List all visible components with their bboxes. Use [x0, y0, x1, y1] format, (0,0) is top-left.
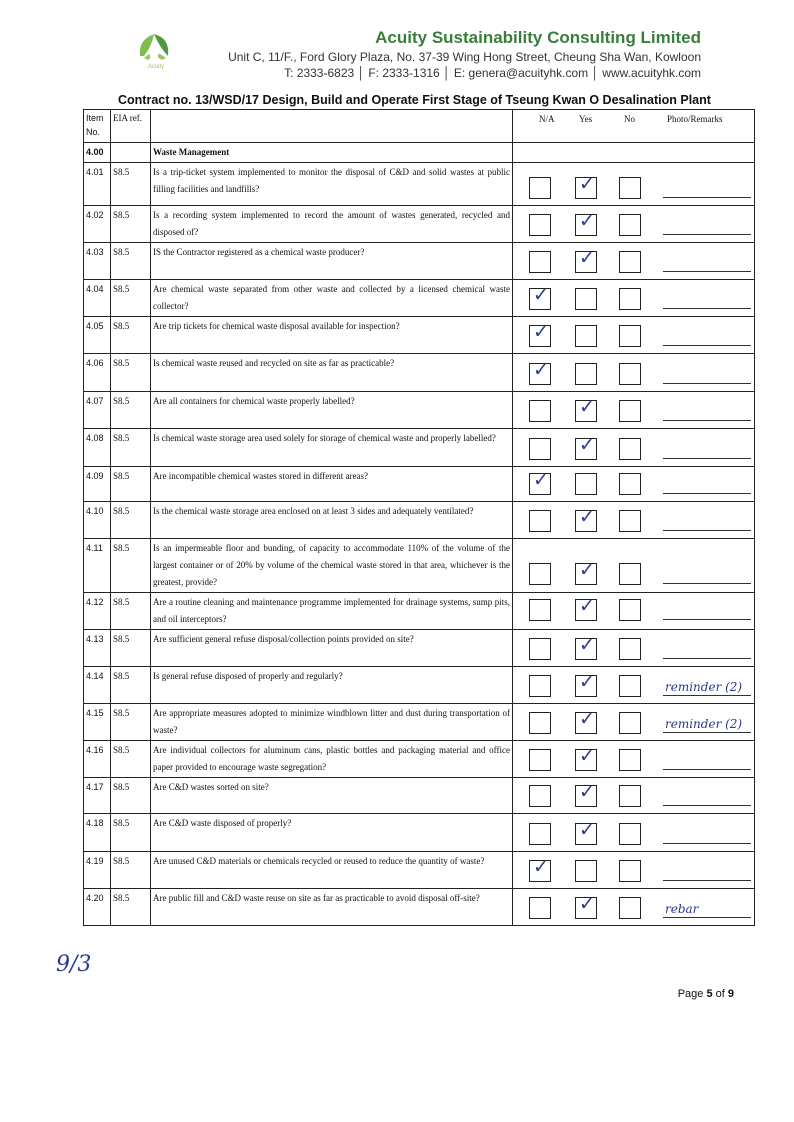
checkbox-no[interactable]: [619, 897, 641, 919]
col-na: N/A: [539, 114, 555, 124]
checklist-row: [84, 778, 755, 814]
section-no: 4.00: [84, 143, 111, 163]
letterhead: [0, 0, 794, 96]
section-row: [84, 143, 755, 163]
remarks-line: [663, 197, 751, 198]
item-no: 4.11: [84, 539, 111, 593]
item-no: 4.07: [84, 392, 111, 429]
item-no: 4.09: [84, 467, 111, 502]
check-mark-icon: ✓: [579, 745, 595, 767]
item-description: Is chemical waste storage area used solely for storage of chemical waste and properly labelled?: [151, 429, 513, 467]
page-prefix: Page: [677, 988, 707, 1000]
section-title: Waste Management: [151, 143, 513, 163]
eia-ref: S8.5: [111, 243, 151, 280]
logo-text: Acuity: [147, 64, 165, 70]
eia-ref: S8.5: [111, 814, 151, 852]
handwritten-date: 9/3: [56, 952, 92, 977]
remarks-line: [663, 383, 751, 384]
checkbox-na[interactable]: [529, 251, 551, 273]
checkbox-na[interactable]: [529, 438, 551, 460]
item-description: IS the Contractor registered as a chemical waste producer?: [151, 243, 513, 280]
remarks-line: [663, 234, 751, 235]
item-description: Are sufficient general refuse disposal/collection points provided on site?: [151, 630, 513, 667]
response-cell: [513, 429, 755, 467]
item-description: Are individual collectors for aluminum cans, plastic bottles and packaging material and office paper provided to encourage waste segregation?: [151, 741, 513, 778]
checklist-row: [84, 852, 755, 889]
checkbox-no[interactable]: [619, 363, 641, 385]
eia-ref: S8.5: [111, 667, 151, 704]
check-mark-icon: ✓: [579, 173, 595, 195]
item-no: 4.08: [84, 429, 111, 467]
checkbox-yes[interactable]: [575, 363, 597, 385]
checkbox-no[interactable]: [619, 675, 641, 697]
item-description: Are public fill and C&D waste reuse on site as far as practicable to avoid disposal off-site?: [151, 889, 513, 926]
col-description: [151, 110, 513, 143]
eia-ref: S8.5: [111, 280, 151, 317]
checklist-row: [84, 429, 755, 467]
item-description: Are incompatible chemical wastes stored in different areas?: [151, 467, 513, 502]
response-cell: [513, 741, 755, 778]
item-no: 4.13: [84, 630, 111, 667]
checklist-row: [84, 163, 755, 206]
checklist-row: [84, 889, 755, 926]
item-no: 4.04: [84, 280, 111, 317]
item-no: 4.03: [84, 243, 111, 280]
checklist-table: [83, 109, 755, 926]
checkbox-na[interactable]: [529, 599, 551, 621]
item-no: 4.01: [84, 163, 111, 206]
response-cell: [513, 280, 755, 317]
item-description: Is general refuse disposed of properly and regularly?: [151, 667, 513, 704]
checklist-row: [84, 280, 755, 317]
checkbox-na[interactable]: [529, 510, 551, 532]
handwritten-remark: reminder (2): [665, 717, 743, 731]
item-no: 4.17: [84, 778, 111, 814]
remarks-line: [663, 420, 751, 421]
eia-ref: S8.5: [111, 593, 151, 630]
checkbox-na[interactable]: [529, 400, 551, 422]
response-cell: [513, 317, 755, 354]
checkbox-no[interactable]: [619, 712, 641, 734]
checklist-row: [84, 667, 755, 704]
checklist-row: [84, 392, 755, 429]
item-description: Are trip tickets for chemical waste disposal available for inspection?: [151, 317, 513, 354]
check-mark-icon: ✓: [579, 595, 595, 617]
company-name: Acuity Sustainability Consulting Limited: [375, 28, 701, 47]
eia-ref: S8.5: [111, 467, 151, 502]
item-no: 4.02: [84, 206, 111, 243]
checkbox-na[interactable]: [529, 638, 551, 660]
response-cell: [513, 889, 755, 926]
response-cell: [513, 778, 755, 814]
eia-ref: S8.5: [111, 778, 151, 814]
item-description: Are all containers for chemical waste properly labelled?: [151, 392, 513, 429]
response-cell: [513, 163, 755, 206]
item-description: Is an impermeable floor and bunding, of capacity to accommodate 110% of the volume of the largest container or of 20% by volume of the chemical waste stored in that area, whichever is the greatest, provide?: [151, 539, 513, 593]
checkbox-na[interactable]: [529, 897, 551, 919]
checkbox-na[interactable]: [529, 563, 551, 585]
checkbox-no[interactable]: [619, 749, 641, 771]
eia-ref: S8.5: [111, 539, 151, 593]
eia-ref: S8.5: [111, 889, 151, 926]
item-no: 4.06: [84, 354, 111, 392]
handwritten-remark: reminder (2): [665, 680, 743, 694]
checkbox-na[interactable]: [529, 749, 551, 771]
checkbox-yes[interactable]: [575, 288, 597, 310]
eia-ref: S8.5: [111, 852, 151, 889]
checkbox-na[interactable]: [529, 823, 551, 845]
response-cell: [513, 852, 755, 889]
item-description: Is a trip-ticket system implemented to monitor the disposal of C&D and solid wastes at public filling facilities and landfills?: [151, 163, 513, 206]
page-middle: of: [712, 988, 728, 1000]
page-number: [678, 988, 734, 1000]
section-boxes: [513, 143, 755, 163]
company-address: Unit C, 11/F., Ford Glory Plaza, No. 37-39 Wing Hong Street, Cheung Sha Wan, Kowloon: [228, 50, 701, 64]
remarks-line: [663, 530, 751, 531]
checklist-row: [84, 630, 755, 667]
remarks-line: [663, 880, 751, 881]
eia-ref: S8.5: [111, 206, 151, 243]
checkbox-no[interactable]: [619, 177, 641, 199]
checklist-row: [84, 539, 755, 593]
checkbox-no[interactable]: [619, 510, 641, 532]
item-description: Is chemical waste reused and recycled on site as far as practicable?: [151, 354, 513, 392]
check-mark-icon: ✓: [579, 210, 595, 232]
checkbox-na[interactable]: [529, 675, 551, 697]
remarks-line: [663, 805, 751, 806]
response-cell: [513, 392, 755, 429]
remarks-line: [663, 769, 751, 770]
checkbox-no[interactable]: [619, 563, 641, 585]
item-description: Is the chemical waste storage area enclosed on at least 3 sides and adequately ventilated?: [151, 502, 513, 539]
remarks-line: [663, 308, 751, 309]
item-no: 4.05: [84, 317, 111, 354]
col-responses: [513, 110, 755, 143]
item-no: 4.19: [84, 852, 111, 889]
check-mark-icon: ✓: [579, 506, 595, 528]
checkbox-no[interactable]: [619, 325, 641, 347]
eia-ref: S8.5: [111, 741, 151, 778]
check-mark-icon: ✓: [579, 781, 595, 803]
check-mark-icon: ✓: [579, 708, 595, 730]
checkbox-no[interactable]: [619, 785, 641, 807]
col-yes: Yes: [579, 114, 593, 124]
section-eia: [111, 143, 151, 163]
check-mark-icon: ✓: [579, 559, 595, 581]
response-cell: [513, 502, 755, 539]
checkbox-yes[interactable]: [575, 473, 597, 495]
item-no: 4.12: [84, 593, 111, 630]
checkbox-yes[interactable]: [575, 860, 597, 882]
checkbox-no[interactable]: [619, 599, 641, 621]
eia-ref: S8.5: [111, 502, 151, 539]
checklist-row: [84, 317, 755, 354]
eia-ref: S8.5: [111, 163, 151, 206]
checklist-row: [84, 467, 755, 502]
remarks-line: [663, 843, 751, 844]
response-cell: [513, 630, 755, 667]
col-remarks: Photo/Remarks: [667, 114, 723, 124]
item-no: 4.18: [84, 814, 111, 852]
remarks-line: [663, 583, 751, 584]
checkbox-no[interactable]: [619, 473, 641, 495]
response-cell: [513, 539, 755, 593]
item-description: Are C&D wastes sorted on site?: [151, 778, 513, 814]
col-item-no: Item No.: [84, 110, 111, 143]
company-contact: T: 2333-6823 │ F: 2333-1316 │ E: genera@acuityhk.com │ www.acuityhk.com: [284, 66, 701, 80]
item-description: Are chemical waste separated from other waste and collected by a licensed chemical waste collector?: [151, 280, 513, 317]
handwritten-remark: rebar: [665, 902, 699, 916]
item-description: Is a recording system implemented to record the amount of wastes generated, recycled and disposed of?: [151, 206, 513, 243]
checkbox-na[interactable]: [529, 214, 551, 236]
response-cell: [513, 593, 755, 630]
response-cell: [513, 704, 755, 741]
response-cell: [513, 667, 755, 704]
checklist-row: [84, 593, 755, 630]
checkbox-no[interactable]: [619, 251, 641, 273]
response-cell: [513, 814, 755, 852]
col-no: No: [624, 114, 635, 124]
response-cell: [513, 467, 755, 502]
checklist-row: [84, 704, 755, 741]
eia-ref: S8.5: [111, 429, 151, 467]
remarks-line: [663, 271, 751, 272]
remarks-line: [663, 658, 751, 659]
remarks-line: [663, 458, 751, 459]
checkbox-no[interactable]: [619, 214, 641, 236]
checkbox-na[interactable]: [529, 177, 551, 199]
item-no: 4.10: [84, 502, 111, 539]
header-row: [84, 110, 755, 143]
check-mark-icon: ✓: [579, 819, 595, 841]
checklist-row: [84, 243, 755, 280]
checkbox-no[interactable]: [619, 823, 641, 845]
eia-ref: S8.5: [111, 704, 151, 741]
remarks-line: [663, 493, 751, 494]
checklist-row: [84, 502, 755, 539]
eia-ref: S8.5: [111, 317, 151, 354]
check-mark-icon: ✓: [579, 634, 595, 656]
checklist-row: [84, 354, 755, 392]
page-total: 9: [727, 988, 734, 1000]
check-mark-icon: ✓: [533, 284, 549, 306]
checkbox-na[interactable]: [529, 785, 551, 807]
item-description: Are appropriate measures adopted to minimize windblown litter and dust during transportation of waste?: [151, 704, 513, 741]
check-mark-icon: ✓: [579, 247, 595, 269]
item-no: 4.16: [84, 741, 111, 778]
checkbox-no[interactable]: [619, 638, 641, 660]
check-mark-icon: ✓: [533, 469, 549, 491]
check-mark-icon: ✓: [579, 434, 595, 456]
item-no: 4.15: [84, 704, 111, 741]
checklist-row: [84, 814, 755, 852]
item-description: Are a routine cleaning and maintenance programme implemented for drainage systems, sump pits, and oil interceptors?: [151, 593, 513, 630]
item-no: 4.20: [84, 889, 111, 926]
remarks-line: [663, 619, 751, 620]
col-eia-ref: EIA ref.: [111, 110, 151, 143]
check-mark-icon: ✓: [533, 321, 549, 343]
check-mark-icon: ✓: [533, 359, 549, 381]
check-mark-icon: ✓: [579, 671, 595, 693]
check-mark-icon: ✓: [579, 396, 595, 418]
response-cell: [513, 243, 755, 280]
eia-ref: S8.5: [111, 354, 151, 392]
eia-ref: S8.5: [111, 392, 151, 429]
checkbox-no[interactable]: [619, 860, 641, 882]
checkbox-no[interactable]: [619, 288, 641, 310]
check-mark-icon: ✓: [533, 856, 549, 878]
checkbox-no[interactable]: [619, 400, 641, 422]
response-cell: [513, 206, 755, 243]
item-description: Are unused C&D materials or chemicals recycled or reused to reduce the quantity of waste?: [151, 852, 513, 889]
item-description: Are C&D waste disposed of properly?: [151, 814, 513, 852]
eia-ref: S8.5: [111, 630, 151, 667]
response-cell: [513, 354, 755, 392]
checklist-row: [84, 741, 755, 778]
check-mark-icon: ✓: [579, 893, 595, 915]
checklist-row: [84, 206, 755, 243]
checkbox-yes[interactable]: [575, 325, 597, 347]
page-current: 5: [706, 988, 713, 1000]
contract-title: Contract no. 13/WSD/17 Design, Build and Operate First Stage of Tseung Kwan O Desalination Plant: [118, 93, 711, 107]
checkbox-na[interactable]: [529, 712, 551, 734]
remarks-line: [663, 345, 751, 346]
checkbox-no[interactable]: [619, 438, 641, 460]
item-no: 4.14: [84, 667, 111, 704]
